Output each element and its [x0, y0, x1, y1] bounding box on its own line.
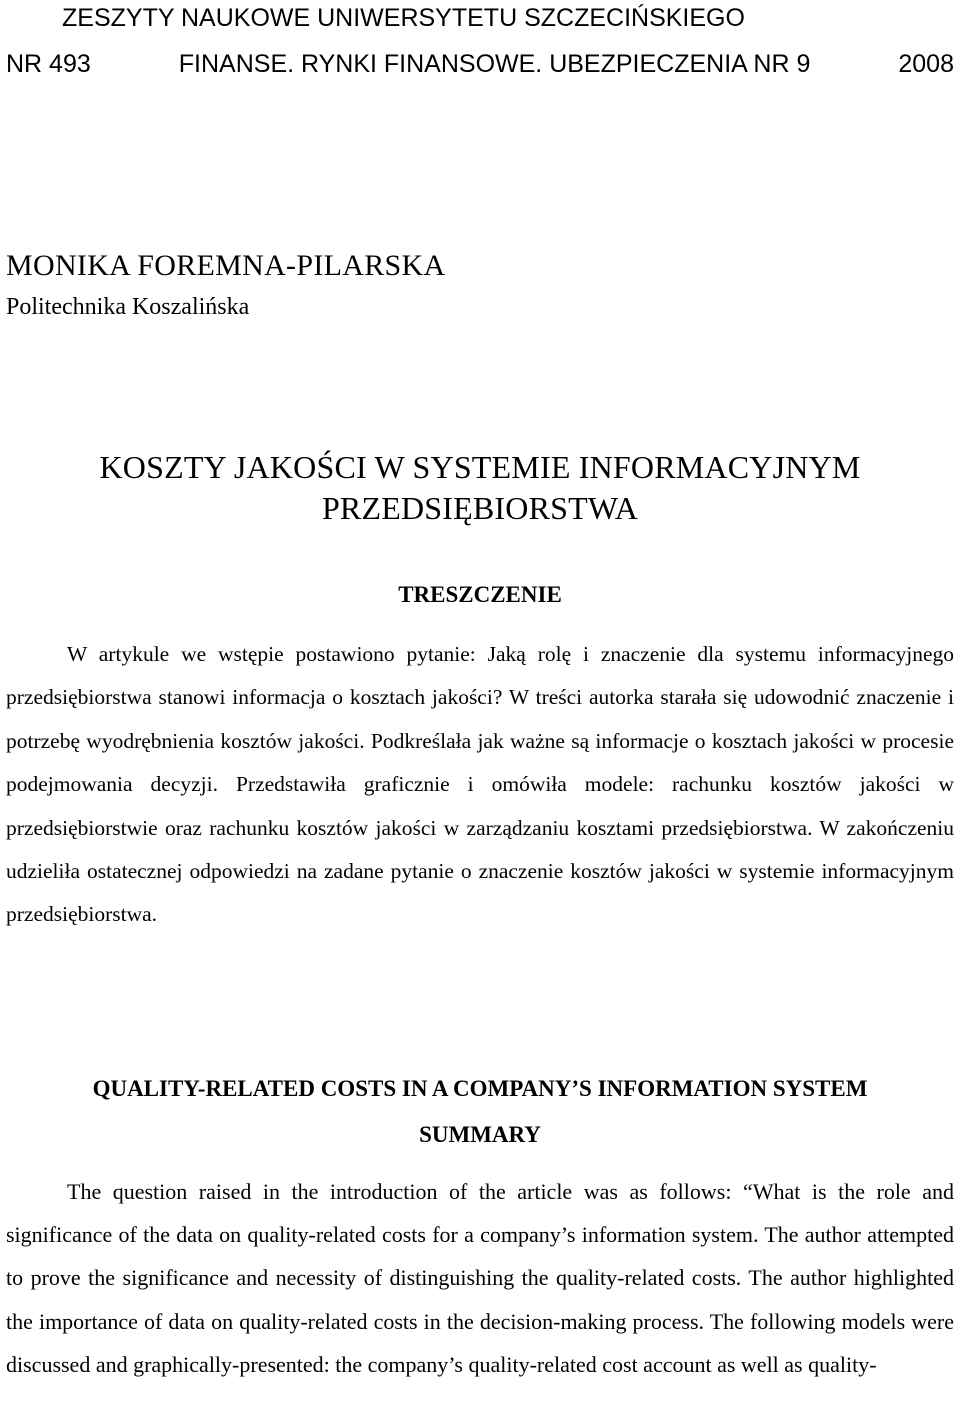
abstract-heading: TRESZCZENIE — [398, 582, 562, 607]
article-title-en: QUALITY-RELATED COSTS IN A COMPANY’S INFORMATION SYSTEM — [92, 1076, 868, 1101]
article-title-pl-line2: PRZEDSIĘBIORSTWA — [321, 490, 639, 526]
author-affiliation: Politechnika Koszalińska — [6, 294, 250, 320]
journal-title: ZESZYTY NAUKOWE UNIWERSYTETU SZCZECIŃSKIEGO — [62, 4, 745, 32]
journal-number: NR 493 — [6, 50, 91, 78]
journal-year: 2008 — [898, 50, 954, 78]
journal-series: FINANSE. RYNKI FINANSOWE. UBEZPIECZENIA NR 9 — [178, 50, 811, 78]
summary-heading: SUMMARY — [419, 1122, 541, 1147]
author-name: MONIKA FOREMNA-PILARSKA — [6, 249, 446, 282]
journal-issue-line — [6, 49, 954, 79]
summary-text-en: The question raised in the introduction of the article was as follows: “What is the role and significance of the data on quality-related costs for a company’s information system. The author attempted to prove the significance and necessity of distinguishing the quality-related costs. The author highlighted the importance of data on quality-related costs in the decision-making process. The following models were discussed and graphically-presented: the company’s quality-related cost account as well as quality- — [6, 1179, 954, 1377]
article-title-pl-line1: KOSZTY JAKOŚCI W SYSTEMIE INFORMACYJNYM — [99, 449, 861, 485]
abstract-text-pl: W artykule we wstępie postawiono pytanie: Jaką rolę i znaczenie dla systemu informacyjnego przedsiębiorstwa stanowi informacja o kosztach jakości? W treści autorka starała się udowodnić znaczenie i potrzebę wyodrębnienia kosztów jakości. Podkreślała jak ważne są informacje o kosztach jakości w procesie podejmowania decyzji. Przedstawiła graficznie i omówiła modele: rachunku kosztów jakości w przedsiębiorstwie oraz rachunku kosztów jakości w zarządzaniu kosztami przedsiębiorstwa. W zakończeniu udzieliła ostatecznej odpowiedzi na zadane pytanie o znaczenie kosztów jakości w systemie informacyjnym przedsiębiorstwa. — [6, 642, 954, 927]
